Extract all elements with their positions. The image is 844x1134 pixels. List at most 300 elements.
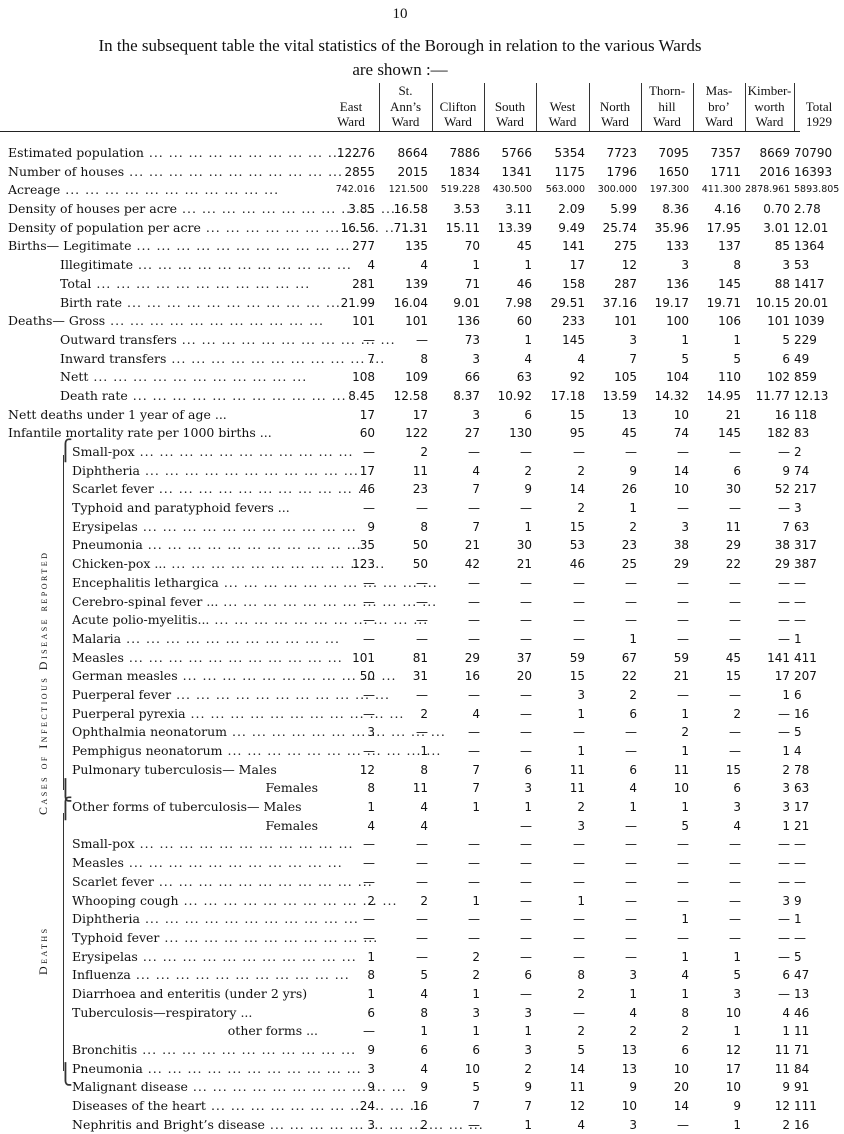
cell-value: — — [729, 912, 741, 927]
row-label: Density of houses per acre ... — [8, 200, 322, 219]
cell-value: 4 — [629, 1005, 637, 1020]
cell-value: 7357 — [710, 146, 741, 160]
cell-value: 3 — [472, 351, 480, 366]
cell-value: 1 — [629, 501, 637, 516]
cell-value: 29 — [774, 557, 790, 572]
table-row: Erysipelas ... 1 — 2 — — — 1 1 — 5 — [0, 948, 800, 967]
cell-value: — — [573, 594, 585, 609]
cell-value: 101 — [767, 314, 790, 329]
cell-value: 7 — [524, 1099, 532, 1114]
cell-value: 3 — [733, 800, 741, 815]
table-row: Death rate ... 8.45 12.58 8.37 10.92 17.18 13.59 14.32 14.95 11.77 12.13 — [0, 387, 800, 406]
deaths-brace: ⎧ — [58, 796, 73, 820]
cell-value: — — [520, 445, 532, 459]
table-row: Puerperal pyrexia ... — 2 4 — 1 6 1 2 — 16 — [0, 705, 800, 724]
cell-value: 17 — [774, 669, 790, 684]
cell-value: 3 — [367, 1061, 375, 1076]
cell-value: 3 — [782, 893, 790, 908]
table-row: Density of population per acre ... 16.56 71.31 15.11 13.39 9.49 25.74 35.96 17.95 3.01 12.01 — [0, 219, 800, 238]
cell-value: — — [468, 837, 480, 852]
cell-value: — — [677, 1117, 689, 1132]
cell-value: 7 — [629, 351, 637, 366]
cell-value: — — [468, 575, 480, 590]
cell-value: 17 — [725, 1061, 741, 1076]
column-header-line3: Ward — [705, 114, 733, 129]
cell-value: 1 — [681, 986, 689, 1001]
page-number: 10 — [392, 6, 408, 22]
cell-value: 7 — [472, 482, 480, 497]
cell-value: 2 — [577, 986, 585, 1001]
row-label: Other forms of tuberculosis— Males — [72, 799, 302, 815]
row-label: Estimated population ... — [8, 144, 322, 163]
row-label: Typhoid fever ... — [72, 929, 322, 948]
table-row: Outward transfers ... — — 73 1 145 3 1 1 5 229 — [0, 331, 800, 350]
cell-value: 10 — [725, 1080, 741, 1095]
cell-value: 10 — [464, 1061, 480, 1076]
cell-value: 123 — [352, 557, 375, 572]
row-label: Tuberculosis—respiratory ... — [72, 1004, 253, 1020]
row-label: Measles ... — [72, 649, 322, 668]
table-row: Small-pox ... — — — — — — — — — — — [0, 835, 800, 854]
column-header — [484, 83, 536, 130]
column-header — [589, 83, 641, 130]
cell-value: 4 — [733, 818, 741, 833]
row-label: Deaths— Gross ... — [8, 312, 322, 331]
cell-value: 122 — [405, 426, 428, 441]
column-header-line3: Ward — [496, 114, 524, 129]
row-label: Pneumonia ... — [72, 1060, 322, 1079]
cell-value: 38 — [774, 538, 790, 553]
cell-value: — — [363, 874, 375, 889]
row-label: Diseases of the heart ... — [72, 1097, 322, 1116]
cell-value: 26 — [621, 482, 637, 497]
cell-value: 11 — [412, 781, 428, 796]
cell-value: 2 — [577, 800, 585, 815]
cell-value: 1 — [782, 687, 790, 702]
cell-value: 277 — [352, 239, 375, 254]
cell-value: 1 — [524, 1024, 532, 1039]
cell-value: 20 — [516, 669, 532, 684]
cell-value: — — [520, 594, 532, 609]
cell-value: 136 — [457, 314, 480, 329]
cell-value: 3 — [524, 1043, 532, 1057]
table-row: other forms ... — 1 1 1 2 2 2 1 1 11 — [0, 1022, 800, 1041]
cell-value: 4 — [577, 351, 585, 366]
table-row: Ophthalmia neonatorum ... 3 — — — — — 2 — — 5 — [0, 723, 800, 742]
cell-value: 59 — [569, 650, 585, 665]
cell-value: 4 — [629, 781, 637, 796]
table-row: Birth rate ... 21.99 16.04 9.01 7.98 29.51 37.16 19.17 19.71 10.15 20.01 — [0, 294, 800, 313]
cell-value: 2 — [577, 1024, 585, 1039]
cell-value: 2878.961 — [745, 184, 791, 196]
cell-value: — — [520, 687, 532, 702]
table-row: Diseases of the heart ... 24 16 7 7 12 10 14 9 12 111 — [0, 1097, 800, 1116]
cell-value: 2 — [420, 893, 428, 908]
cell-value: 50 — [412, 538, 428, 553]
row-label: Ophthalmia neonatorum ... — [72, 723, 322, 742]
table-row: Diphtheria ... — — — — — — 1 — — 1 — [0, 910, 800, 929]
cell-value: 1341 — [501, 164, 532, 179]
cell-value: 2 — [420, 445, 428, 459]
cell-value: 15 — [569, 669, 585, 684]
table-row: Measles ... 101 81 29 37 59 67 59 45 141 411 — [0, 649, 800, 668]
cell-value: 17 — [412, 407, 428, 422]
cell-value: — — [573, 613, 585, 628]
column-header-line2: Ann’s — [389, 98, 422, 114]
column-header-line2: hill — [658, 98, 676, 114]
row-label: Diarrhoea and enteritis (under 2 yrs) — [72, 985, 308, 1001]
cell-value: — — [416, 631, 428, 646]
cell-value: 8 — [681, 1005, 689, 1020]
cell-value: 7095 — [658, 146, 689, 160]
cell-value: — — [363, 687, 375, 702]
cell-value: 24 — [359, 1099, 375, 1114]
table-row: Pemphigus neonatorum ... — 1 — — 1 — 1 — 1 4 — [0, 742, 800, 761]
table-row: Total ... 281 139 71 46 158 287 136 145 88 1417 — [0, 275, 800, 294]
cell-value: 21 — [516, 557, 532, 572]
cell-value: — — [363, 445, 375, 459]
cell-value: 4 — [420, 1061, 428, 1076]
column-header-line2: bro’ — [708, 98, 730, 114]
cell-value: 25 — [621, 557, 637, 572]
cell-value: 17 — [569, 258, 585, 273]
table-row: Typhoid fever ... — — — — — — — — — — — [0, 929, 800, 948]
cell-value: — — [625, 818, 637, 833]
cell-value: 197.300 — [649, 184, 689, 196]
cell-value: — — [573, 949, 585, 964]
cell-value: — — [778, 930, 790, 945]
cell-value: — — [625, 912, 637, 927]
cell-value: 0.70 — [763, 202, 790, 217]
cell-value: 2 — [367, 893, 375, 908]
row-label: German measles ... — [72, 667, 322, 686]
cell-value: 29.51 — [550, 295, 585, 310]
cell-value: 2016 — [759, 164, 790, 179]
table-row: Encephalitis lethargica ... — — — — — — — — — — — [0, 574, 800, 593]
cell-value: 101 — [352, 314, 375, 329]
cell-value: 4 — [420, 986, 428, 1001]
column-header-line2: West — [549, 98, 576, 114]
cell-value: — — [416, 332, 428, 347]
cell-value: — — [573, 930, 585, 945]
cell-value: 135 — [405, 239, 428, 254]
row-label: Whooping cough ... — [72, 892, 322, 911]
cell-value: — — [573, 874, 585, 889]
cell-value: 37.16 — [602, 295, 637, 310]
row-label: Diphtheria ... — [72, 910, 322, 929]
cell-value: 11 — [412, 463, 428, 478]
cell-value: — — [677, 501, 689, 516]
cell-value: 10.92 — [497, 388, 532, 403]
table-row: Erysipelas ... 9 8 7 1 15 2 3 11 7 63 — [0, 518, 800, 537]
cell-value: 9 — [782, 463, 790, 478]
cell-value: — — [677, 594, 689, 609]
column-header-line3: 1929 — [806, 114, 832, 129]
cell-value: 14.32 — [654, 388, 689, 403]
cell-value: 6 — [629, 706, 637, 721]
cell-value: 3 — [629, 1117, 637, 1132]
column-divider — [379, 83, 380, 131]
cell-value: — — [625, 837, 637, 852]
cell-value: — — [625, 949, 637, 964]
cell-value: 145 — [718, 276, 741, 291]
cell-value: 1 — [782, 744, 790, 758]
column-header — [641, 83, 693, 130]
cell-value: 4 — [577, 1117, 585, 1132]
cell-value: 9 — [367, 1043, 375, 1057]
cell-value: 81 — [412, 650, 428, 665]
cell-value: 6 — [524, 407, 532, 422]
table-row: Scarlet fever ... 46 23 7 9 14 26 10 30 52 217 — [0, 480, 800, 499]
cell-value: — — [677, 445, 689, 459]
table-row: Females 8 11 7 3 11 4 10 6 3 63 — [0, 779, 800, 798]
cell-value: 16.04 — [393, 295, 428, 310]
cell-value: 1 — [524, 800, 532, 815]
cell-value: 3 — [577, 818, 585, 833]
cell-value: 8 — [367, 968, 375, 983]
cell-value: 53 — [569, 538, 585, 553]
cell-value: 52 — [774, 482, 790, 497]
cell-value: — — [729, 501, 741, 516]
cell-value: 1 — [524, 332, 532, 347]
column-header-line1 — [536, 83, 589, 99]
cell-value: 3 — [629, 968, 637, 983]
cell-value: 5 — [681, 351, 689, 366]
cell-value: 17.95 — [706, 220, 741, 235]
cell-value: 1834 — [449, 164, 480, 179]
cell-value: 563.000 — [545, 184, 585, 196]
row-label: Cerebro-spinal fever ... ... — [72, 593, 322, 612]
cell-value: 1 — [681, 800, 689, 815]
row-label: Puerperal pyrexia ... — [72, 705, 322, 724]
cell-value: 9 — [524, 1080, 532, 1095]
cell-value: 5 — [782, 332, 790, 347]
table-row: Other forms of tuberculosis— Males 1 4 1 1 2 1 1 3 3 17 — [0, 798, 800, 817]
cell-value: 16.56 — [340, 220, 375, 235]
cell-value: 11 — [774, 1043, 790, 1057]
column-header — [536, 83, 589, 130]
cell-value: 35.96 — [654, 220, 689, 235]
cell-value: — — [416, 501, 428, 516]
cell-value: 9 — [629, 463, 637, 478]
cell-value: 1 — [472, 800, 480, 815]
row-label: Scarlet fever ... — [72, 480, 322, 499]
cell-value: 71.31 — [393, 220, 428, 235]
cell-value: — — [363, 930, 375, 945]
column-divider — [693, 83, 694, 131]
cell-value: 6 — [367, 1005, 375, 1020]
cell-value: — — [729, 874, 741, 889]
table-row: Pneumonia ... 3 4 10 2 14 13 10 17 11 84 — [0, 1060, 800, 1079]
intro-line-1: In the subsequent table the vital statistics of the Borough in relation to the various Wards — [98, 36, 702, 55]
cell-value: 11 — [569, 781, 585, 796]
table-row: German measles ... 50 31 16 20 15 22 21 15 17 207 — [0, 667, 800, 686]
cell-value: 106 — [718, 314, 741, 329]
cell-value: — — [729, 687, 741, 702]
cell-value: 2.09 — [558, 202, 585, 217]
deaths-side-label: Deaths — [36, 926, 50, 975]
cell-value: 10 — [673, 407, 689, 422]
row-label: Nephritis and Bright’s disease ... — [72, 1116, 322, 1134]
cell-value: 23 — [621, 538, 637, 553]
cell-value: 19.71 — [706, 295, 741, 310]
cell-value: 2 — [629, 687, 637, 702]
column-header-line2: East — [339, 98, 363, 114]
cell-value: 1 — [681, 706, 689, 721]
cell-value: — — [677, 893, 689, 908]
cell-value: 12 — [359, 762, 375, 777]
row-label: Pemphigus neonatorum ... — [72, 742, 322, 761]
cell-value: 8 — [577, 968, 585, 983]
cell-value: 1 — [524, 258, 532, 273]
row-label: other forms ... — [227, 1023, 318, 1039]
cell-value: — — [778, 575, 790, 590]
cell-value: — — [625, 893, 637, 908]
cell-value: 2 — [420, 706, 428, 721]
cell-value: 133 — [666, 239, 689, 254]
cell-value: 10 — [673, 781, 689, 796]
cell-value: 1 — [524, 1117, 532, 1132]
column-header — [745, 83, 794, 130]
table-row: Typhoid and paratyphoid fevers ... — — — — 2 1 — — — 3 — [0, 499, 800, 518]
cell-value: 1 — [472, 1024, 480, 1039]
column-divider — [536, 83, 537, 131]
cell-value: 10.15 — [755, 295, 790, 310]
cell-value: — — [520, 874, 532, 889]
cell-value: 3 — [629, 332, 637, 347]
cell-value: 5 — [420, 968, 428, 983]
cell-value: 42 — [464, 557, 480, 572]
row-label: Total ... — [60, 275, 322, 294]
cell-value: — — [778, 445, 790, 459]
row-label: Malignant disease ... — [72, 1078, 322, 1097]
cell-value: 110 — [718, 370, 741, 385]
cell-value: 3.53 — [453, 202, 480, 217]
cell-value: 9.49 — [558, 220, 585, 235]
cell-value: 27 — [464, 426, 480, 441]
cell-value: 3.11 — [505, 202, 532, 217]
cell-value: 101 — [614, 314, 637, 329]
column-divider — [745, 83, 746, 131]
cell-value: 13.59 — [602, 388, 637, 403]
cell-value: 16 — [464, 669, 480, 684]
cell-value: 9 — [367, 519, 375, 534]
row-label: Diphtheria ... — [72, 462, 322, 481]
cell-value: 4 — [420, 258, 428, 273]
cell-value: — — [625, 725, 637, 740]
cell-value: — — [520, 631, 532, 646]
row-label: Acreage ... — [8, 181, 322, 200]
cell-value: 3 — [524, 781, 532, 796]
cell-value: 7723 — [606, 146, 637, 160]
table-row: Acute polio-myelitis... ... — — — — — — — — — — — [0, 611, 800, 630]
row-label: Pulmonary tuberculosis— Males — [72, 761, 277, 777]
cell-value: 2 — [681, 1024, 689, 1039]
column-header — [323, 83, 379, 130]
cell-value: — — [625, 594, 637, 609]
cell-value: 2 — [472, 949, 480, 964]
cell-value: — — [573, 631, 585, 646]
cell-value: 9.01 — [453, 295, 480, 310]
cell-value: 9 — [420, 1080, 428, 1095]
cell-value: — — [778, 949, 790, 964]
cell-value: 7 — [472, 762, 480, 777]
cell-value: 70 — [464, 239, 480, 254]
cell-value: 1 — [420, 1024, 428, 1039]
cell-value: — — [416, 575, 428, 590]
cell-value: 10 — [725, 1005, 741, 1020]
cell-value: 1650 — [658, 164, 689, 179]
column-divider — [794, 83, 795, 131]
table-row: Acreage ... 742.016 121.500 519.228 430.500 563.000 300.000 197.300 411.300 2878.961 5893.805 — [0, 181, 800, 200]
cell-value: 29 — [725, 538, 741, 553]
cell-value: 8 — [420, 351, 428, 366]
cell-value: 4 — [367, 258, 375, 273]
cell-value: 23 — [412, 482, 428, 497]
cell-value: — — [778, 856, 790, 871]
row-label: Number of houses ... — [8, 163, 322, 182]
cell-value: — — [363, 706, 375, 721]
cell-value: — — [573, 837, 585, 852]
cell-value: — — [363, 501, 375, 516]
cell-value: 1 — [733, 1117, 741, 1132]
cell-value: — — [625, 930, 637, 945]
cell-value: — — [625, 744, 637, 758]
row-label: Bronchitis ... — [72, 1041, 322, 1060]
cell-value: 1 — [681, 912, 689, 927]
row-label: Puerperal fever ... — [72, 686, 322, 705]
cell-value: 1 — [681, 744, 689, 758]
cell-value: — — [363, 332, 375, 347]
cell-value: 38 — [673, 538, 689, 553]
cell-value: 22 — [621, 669, 637, 684]
cell-value: 4 — [420, 818, 428, 833]
cell-value: — — [468, 501, 480, 516]
cell-value: — — [520, 725, 532, 740]
cell-value: — — [520, 837, 532, 852]
cell-value: 11.77 — [755, 388, 790, 403]
cell-value: — — [677, 631, 689, 646]
table-row: Births— Legitimate ... 277 135 70 45 141 275 133 137 85 1364 — [0, 237, 800, 256]
cell-value: — — [573, 856, 585, 871]
cell-value: 411.300 — [701, 184, 741, 196]
cell-value: 13 — [621, 1043, 637, 1057]
cell-value: 5 — [733, 351, 741, 366]
cell-value: 7 — [367, 351, 375, 366]
cell-value: 145 — [718, 426, 741, 441]
cell-value: — — [520, 912, 532, 927]
cell-value: 6 — [733, 463, 741, 478]
cell-value: — — [416, 687, 428, 702]
cell-value: — — [677, 575, 689, 590]
row-label: Small-pox ... — [72, 443, 322, 462]
cell-value: — — [573, 445, 585, 459]
cell-value: 9 — [524, 482, 532, 497]
column-header-line3: Ward — [548, 114, 577, 129]
column-header-line1 — [323, 83, 379, 99]
row-label: Death rate ... — [60, 387, 322, 406]
table-row: Number of houses ... 2855 2015 1834 1341 1175 1796 1650 1711 2016 16393 — [0, 163, 800, 182]
cell-value: 7886 — [449, 146, 480, 160]
cell-value: 12 — [621, 258, 637, 273]
row-label: Density of population per acre ... — [8, 219, 322, 238]
cell-value: 2015 — [397, 164, 428, 179]
cell-value: 8.37 — [453, 388, 480, 403]
cell-value: 15 — [569, 519, 585, 534]
cell-value: — — [468, 912, 480, 927]
table-row: Bronchitis ... 9 6 6 3 5 13 6 12 11 71 — [0, 1041, 800, 1060]
cell-value: 6 — [733, 781, 741, 796]
